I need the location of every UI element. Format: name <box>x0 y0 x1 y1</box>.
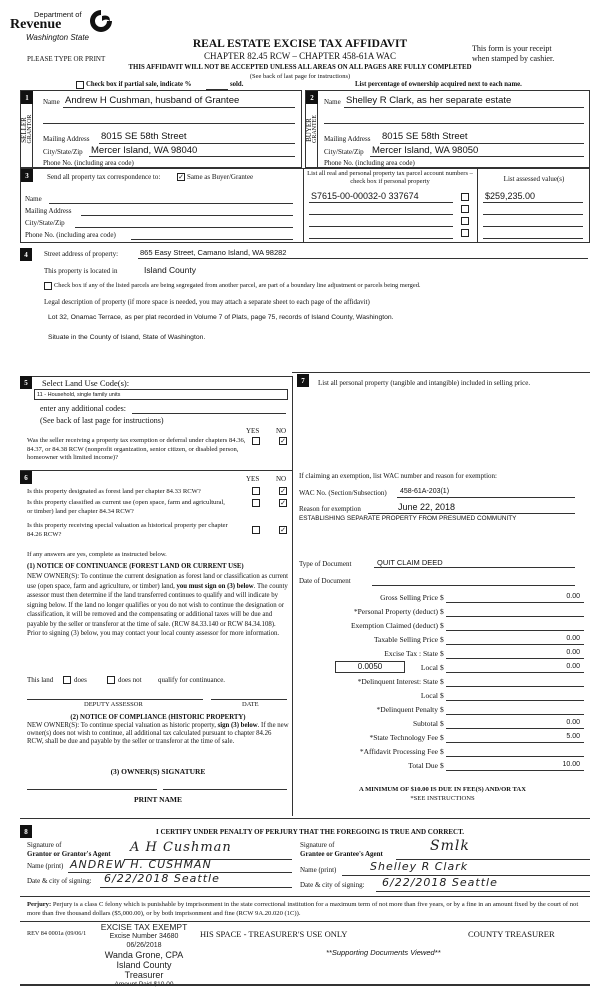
additional-codes-label: enter any additional codes: <box>40 404 126 413</box>
corr-mailing-field[interactable] <box>81 215 293 216</box>
fee-value: 0.00 <box>566 663 580 670</box>
fee-row-exemption-claimed <box>300 621 590 633</box>
sec6-yes-header: YES <box>246 475 260 483</box>
fee-field[interactable] <box>446 714 584 715</box>
section-number-4: 4 <box>20 248 32 261</box>
fee-label: Subtotal <box>412 719 438 728</box>
sec6-q1-no-checkbox[interactable]: ✓ <box>280 487 286 495</box>
notice-2-title: (2) NOTICE OF COMPLIANCE (HISTORIC PROPERTY) <box>70 714 246 721</box>
section-number-7: 7 <box>297 374 309 387</box>
land-does-not-label: does not <box>118 676 142 684</box>
fee-value: 0.00 <box>566 719 580 726</box>
fee-field[interactable] <box>446 700 584 701</box>
notice-1-bold: you must sign on (3) below <box>176 582 254 590</box>
wac-field[interactable]: 458-61A-203(1) <box>400 488 450 495</box>
personal-property-checkbox-3[interactable] <box>461 217 469 225</box>
deputy-assessor-signature-line[interactable] <box>27 699 203 700</box>
doc-type-underline <box>374 567 575 568</box>
partial-sale-sold: sold. <box>230 81 244 88</box>
sec5-no-header: NO <box>276 427 287 435</box>
sec6-question-3: Is this property receiving special valuation as historical property per chapter 84.26 RCW? <box>27 522 228 538</box>
fee-row-delinquent-interest-local <box>300 691 590 703</box>
fee-label: *Affidavit Processing Fee <box>359 747 438 756</box>
seller-phone-label: Phone No. (including area code) <box>43 159 134 167</box>
fee-label: Gross Selling Price <box>380 593 438 602</box>
sec6-if-yes: If any answers are yes, complete as instructed below. <box>27 551 167 558</box>
completion-warning: THIS AFFIDAVIT WILL NOT BE ACCEPTED UNLESS ALL AREAS ON ALL PAGES ARE FULLY COMPLETED <box>128 64 472 71</box>
local-rate-field[interactable]: 0.0050 <box>335 661 405 673</box>
middle-column-divider <box>292 376 293 816</box>
grantee-date-field[interactable]: 6/22/2018 Seattle <box>382 876 498 889</box>
receipt-note-1: This form is your receipt <box>472 44 552 53</box>
buyer-phone-label: Phone No. (including area code) <box>324 159 415 167</box>
fee-row-excise-tax-state <box>300 649 590 661</box>
buyer-name-line-2[interactable] <box>324 123 584 124</box>
dollar-sign: $ <box>440 677 444 686</box>
corr-phone-label: Phone No. (including area code) <box>25 231 116 239</box>
fee-label: Total Due <box>408 761 438 770</box>
dor-logo <box>8 6 128 48</box>
treasurer-stamp <box>96 923 192 988</box>
fee-value: 0.00 <box>566 649 580 656</box>
fee-field[interactable] <box>446 602 584 603</box>
legal-description-line-2[interactable]: Situate in the County of Island, State of Washington. <box>48 334 206 341</box>
personal-property-checkbox-2[interactable] <box>461 205 469 213</box>
section-1-seller <box>20 90 302 168</box>
grantee-date-line <box>376 891 590 892</box>
sec5-no-checkbox[interactable]: ✓ <box>280 437 286 445</box>
stamp-treasurer-title: Island County Treasurer <box>116 960 172 980</box>
wac-label: WAC No. (Section/Subsection) <box>299 489 387 497</box>
grantee-sig-label-1: Signature of <box>300 841 335 849</box>
sec5-yes-header: YES <box>246 427 260 435</box>
perjury-notice <box>27 900 587 918</box>
seller-name-label: Name <box>43 98 60 106</box>
logo-revenue: Revenue <box>10 17 62 32</box>
dollar-sign: $ <box>440 663 444 672</box>
land-does-not-checkbox[interactable] <box>107 676 115 684</box>
section-number-5: 5 <box>20 376 32 389</box>
sec5-question: Was the seller receiving a property tax exemption or deferral under chapters 84.36, 84.37, or 84.38 RCW (nonprofit organization, senior citizen, or disabled person, homeowner with limited income)? <box>27 437 246 461</box>
grantor-side-text: GRANTOR <box>27 114 33 144</box>
notice-1-body <box>27 572 289 639</box>
owner-signature-line-2[interactable] <box>163 789 287 790</box>
sec6-q1-yes-checkbox[interactable] <box>252 487 260 495</box>
section-number-2: 2 <box>306 91 318 104</box>
land-does-checkbox[interactable] <box>63 676 71 684</box>
section-3-correspondence <box>20 168 590 243</box>
assessed-value-1[interactable]: $259,235.00 <box>485 191 536 201</box>
doc-date-label: Date of Document <box>299 577 351 585</box>
stamp-excise-number: Excise Number 34680 <box>109 933 179 940</box>
dollar-sign: $ <box>440 705 444 714</box>
fee-row-gross-selling-price <box>300 593 590 605</box>
notice-1-title: (1) NOTICE OF CONTINUANCE (FOREST LAND OR CURRENT USE) <box>27 563 244 570</box>
seller-name-underline <box>63 107 295 108</box>
perjury-text: Perjury is a class C felony which is punishable by imprisonment in the state correctional institution for a maximum term of not more than five years, or by a fine in an amount fixed by the court of not more than five thousand dollars ($5,000.00), or by both imprisonment and fine (RCW 9A.20.020 (1C)). <box>27 901 579 917</box>
corr-name-field[interactable] <box>49 203 293 204</box>
receipt-note-2: when stamped by cashier. <box>472 54 555 63</box>
fee-field[interactable] <box>446 672 584 673</box>
assessed-field-4[interactable] <box>483 238 583 239</box>
sec6-question-2: Is this property classified as current use (open space, farm and agricultural, or timber) land per chapter 84.34 RCW? <box>27 499 225 515</box>
section-7-top-border <box>292 372 590 373</box>
fee-label: Excise Tax : State <box>384 649 438 658</box>
sec6-q2-yes-checkbox[interactable] <box>252 499 260 507</box>
seller-city-label: City/State/Zip <box>43 148 83 156</box>
stamp-date: 06/26/2018 <box>126 942 162 949</box>
reason-label: Reason for exemption <box>299 505 361 513</box>
stamp-treasurer-name: Wanda Grone, CPA <box>104 950 184 960</box>
section-8-bottom-border <box>20 896 590 897</box>
grantor-signature[interactable]: A H Cushman <box>130 840 232 855</box>
notice-2-pre: NEW OWNER(S): To continue special valuation as historic property, <box>27 722 216 729</box>
print-name-label: PRINT NAME <box>134 795 182 804</box>
see-back-note: (See back of last page for instructions) <box>249 73 351 80</box>
land-use-see-back: (See back of last page for instructions) <box>40 416 164 425</box>
buyer-side-label <box>306 104 318 168</box>
grantee-sig-label-2: Grantee or Grantee's Agent <box>300 850 383 858</box>
exemption-label: If claiming an exemption, list WAC number and reason for exemption: <box>299 472 497 480</box>
grantor-date-label: Date & city of signing: <box>27 877 92 885</box>
grantee-name-label: Name (print) <box>300 866 337 874</box>
reason-text-field[interactable]: ESTABLISHING SEPARATE PROPERTY FROM PRESUMED COMMUNITY <box>299 515 517 522</box>
ownership-note: List percentage of ownership acquired next to each name. <box>355 81 522 88</box>
section-number-6: 6 <box>20 471 32 484</box>
qualify-label: qualify for continuance. <box>158 676 226 684</box>
doc-type-field[interactable]: QUIT CLAIM DEED <box>377 558 443 567</box>
section-5-top-border <box>20 376 292 377</box>
land-does-label: does <box>74 676 87 684</box>
please-type-or-print: PLEASE TYPE OR PRINT <box>27 55 106 63</box>
grantor-name-label: Name (print) <box>27 862 64 870</box>
dollar-sign: $ <box>440 635 444 644</box>
supporting-docs-note: **Supporting Documents Viewed** <box>326 948 441 957</box>
fee-field[interactable] <box>446 630 584 631</box>
dollar-sign: $ <box>440 593 444 602</box>
sec6-q3-no-checkbox[interactable]: ✓ <box>280 526 286 534</box>
buyer-name-underline <box>344 107 584 108</box>
stamp-amount-paid: Amount Paid $10.00 <box>114 981 174 988</box>
fee-row-taxable-selling-price <box>300 635 590 647</box>
dollar-sign: $ <box>440 733 444 742</box>
notice-2-bold: sign (3) below <box>217 722 258 729</box>
fee-field[interactable] <box>446 742 584 743</box>
sec6-q3-yes-checkbox[interactable] <box>252 526 260 534</box>
parcel-underline-1 <box>309 202 453 203</box>
seller-side-text: SELLER <box>20 117 28 143</box>
wac-underline <box>397 497 575 498</box>
fee-row-total-due <box>300 761 590 773</box>
grantee-name-field[interactable]: Shelley R Clark <box>370 860 469 873</box>
sec6-q2-no-checkbox[interactable]: ✓ <box>280 499 286 507</box>
fee-field[interactable] <box>446 658 584 659</box>
fee-label: *Personal Property (deduct) <box>353 607 438 616</box>
section-number-3: 3 <box>21 169 33 182</box>
assessed-column-divider <box>477 169 478 243</box>
doc-type-label: Type of Document <box>299 560 352 568</box>
assessed-field-3[interactable] <box>483 226 583 227</box>
fee-row-affidavit-processing-fee <box>300 747 590 759</box>
grantor-name-field[interactable]: ANDREW H. CUSHMAN <box>70 858 212 871</box>
notice-1-pre: NEW OWNER(S): To continue the current designation as forest land or classification as current use (open space, farm and agriculture, or timber) land, <box>27 573 289 590</box>
corr-city-field[interactable] <box>75 227 293 228</box>
same-as-buyer-checkbox[interactable]: ✓ <box>178 173 184 181</box>
fee-label: Local <box>420 663 438 672</box>
grantor-sig-label-1: Signature of <box>27 841 62 849</box>
dor-swirl-icon <box>88 8 114 34</box>
partial-sale-checkbox[interactable] <box>76 81 84 89</box>
county-treasurer-label: COUNTY TREASURER <box>468 929 555 939</box>
this-land-label: This land <box>27 676 54 684</box>
corr-name-label: Name <box>25 195 42 203</box>
dollar-sign: $ <box>440 691 444 700</box>
legal-description-line-1[interactable]: Lot 32, Onamac Terrace, as per plat recorded in Volume 7 of Plats, page 75, records of Island County, Washington. <box>48 314 394 321</box>
personal-property-checkbox-1[interactable] <box>461 193 469 201</box>
fee-field[interactable] <box>446 616 584 617</box>
parcel-number-1[interactable]: S7615-00-00032-0 337674 <box>311 191 419 201</box>
deputy-assessor-label: DEPUTY ASSESSOR <box>84 701 143 708</box>
fee-label: Local <box>420 691 438 700</box>
section-number-1: 1 <box>21 91 33 104</box>
assessor-date-line[interactable] <box>211 699 287 700</box>
sec5-yes-checkbox[interactable] <box>252 437 260 445</box>
corr-mailing-label: Mailing Address <box>25 207 72 215</box>
fee-value: 5.00 <box>566 733 580 740</box>
sec6-no-header: NO <box>276 475 287 483</box>
stamp-exempt: EXCISE TAX EXEMPT <box>100 922 188 932</box>
seller-name-field[interactable]: Andrew H Cushman, husband of Grantee <box>65 95 240 106</box>
dollar-sign: $ <box>440 761 444 770</box>
segregated-label: Check box if any of the listed parcels are being segregated from another parcel, are part of a boundary line adjustment or parcels being merged. <box>54 282 421 289</box>
fee-field[interactable] <box>446 728 584 729</box>
fee-row-excise-tax-local <box>300 663 590 675</box>
county-field[interactable]: Island County <box>144 265 196 275</box>
reason-date-field[interactable]: June 22, 2018 <box>398 502 456 512</box>
minimum-due-note: A MINIMUM OF $10.00 IS DUE IN FEE(S) AND/OR TAX <box>359 786 526 793</box>
fee-field[interactable] <box>446 756 584 757</box>
parcel-field-4[interactable] <box>309 238 453 239</box>
fee-row-subtotal <box>300 719 590 731</box>
form-number: REV 84 0001a (09/06/1 <box>27 930 87 937</box>
grantor-date-line <box>100 887 292 888</box>
fee-row-delinquent-interest-state <box>300 677 590 689</box>
owner-signature-label: (3) OWNER(S) SIGNATURE <box>110 767 206 776</box>
section-4-property <box>20 248 590 344</box>
buyer-mailing-field[interactable]: 8015 SE 58th Street <box>382 131 468 142</box>
date-label: DATE <box>242 701 259 708</box>
assessed-header: List assessed value(s) <box>503 175 565 183</box>
partial-sale-label: Check box if partial sale, indicate % <box>86 81 192 88</box>
seller-name-line-2[interactable] <box>43 123 295 124</box>
dollar-sign: $ <box>440 649 444 658</box>
assessed-underline-1 <box>483 202 583 203</box>
land-use-title: Select Land Use Code(s): <box>42 378 130 388</box>
corr-city-label: City/State/Zip <box>25 219 65 227</box>
owner-signature-line-1[interactable] <box>27 789 157 790</box>
seller-mailing-label: Mailing Address <box>43 135 90 143</box>
parcel-column-divider <box>303 169 304 243</box>
fee-row-delinquent-penalty <box>300 705 590 717</box>
additional-codes-field[interactable] <box>132 413 286 414</box>
fee-field[interactable] <box>446 686 584 687</box>
dollar-sign: $ <box>440 719 444 728</box>
segregated-checkbox[interactable] <box>44 282 52 290</box>
land-use-select[interactable]: 11 - Household, single family units <box>34 389 288 400</box>
dollar-sign: $ <box>440 621 444 630</box>
seller-city-field[interactable]: Mercer Island, WA 98040 <box>91 145 198 156</box>
section-8-top-border <box>20 818 590 819</box>
notice-2-post: . If the new owner(s) does not wish to continue, all additional tax calculated pursuant to chapter 84.26 RCW, shall be due and payable by the seller or transferor at the time of sale. <box>27 722 289 745</box>
personal-property-label: List all personal property (tangible and intangible) included in selling price. <box>318 379 531 387</box>
fee-row-state-technology-fee <box>300 733 590 745</box>
treasurer-use-label: HIS SPACE - TREASURER'S USE ONLY <box>200 929 348 939</box>
buyer-mailing-underline <box>380 143 584 144</box>
parcel-header: List all real and personal property tax parcel account numbers – check box if personal property <box>307 170 473 185</box>
buyer-name-label: Name <box>324 98 341 106</box>
grantor-sig-label-2: Grantor or Grantor's Agent <box>27 850 111 858</box>
fee-field[interactable] <box>446 770 584 771</box>
section-6-top-border <box>20 470 292 471</box>
buyer-city-underline <box>370 156 584 157</box>
logo-department-of: Department of <box>34 10 82 19</box>
fee-label: *Delinquent Penalty <box>376 705 438 714</box>
seller-mailing-underline <box>99 143 295 144</box>
legal-description-label: Legal description of property (if more space is needed, you may attach a separate sheet to each page of the affidavit) <box>44 298 370 306</box>
same-as-buyer-label: Same as Buyer/Grantee <box>187 173 254 181</box>
parcel-field-2[interactable] <box>309 214 453 215</box>
fee-row-personal-property <box>300 607 590 619</box>
corr-phone-field[interactable] <box>131 239 293 240</box>
buyer-city-label: City/State/Zip <box>324 148 364 156</box>
grantee-date-label: Date & city of signing: <box>300 881 365 889</box>
street-address-field[interactable]: 865 Easy Street, Camano Island, WA 98282 <box>140 248 287 257</box>
logo-washington-state: Washington State <box>26 33 90 42</box>
notice-1-post: . The county assessor must then determine if the land transferred continues to qualify and will indicate by signing below. If the land no longer qualifies or you do not wish to continue the designation or classification, it will be removed and the compensating or additional taxes will be due and payable by the seller or transferor at the time of sale. (RCW 84.33.140 or RCW 84.34.108). Prior to signing (3) below, you may contact your local county assessor for more information. <box>27 582 288 637</box>
grantor-date-field[interactable]: 6/22/2018 Seattle <box>104 872 220 885</box>
notice-2-body <box>27 722 289 746</box>
fee-value: 0.00 <box>566 635 580 642</box>
footer-bottom-border <box>20 984 590 986</box>
grantee-signature[interactable]: Smlk <box>430 838 470 854</box>
perjury-label: Perjury: <box>27 901 52 908</box>
buyer-name-field[interactable]: Shelley R Clark, as her separate estate <box>346 95 512 106</box>
reason-underline <box>368 513 575 514</box>
seller-mailing-field[interactable]: 8015 SE 58th Street <box>101 131 187 142</box>
street-address-label: Street address of property: <box>44 250 119 258</box>
located-in-label: This property is located in <box>44 267 118 275</box>
buyer-side-text: BUYER <box>305 118 313 142</box>
fee-field[interactable] <box>446 644 584 645</box>
section-2-buyer <box>305 90 590 168</box>
dollar-sign: $ <box>440 747 444 756</box>
fee-label: *State Technology Fee <box>369 733 438 742</box>
send-correspondence-label: Send all property tax correspondence to: <box>47 173 161 181</box>
certify-statement: I CERTIFY UNDER PENALTY OF PERJURY THAT THE FOREGOING IS TRUE AND CORRECT. <box>155 828 464 836</box>
personal-property-checkbox-4[interactable] <box>461 229 469 237</box>
fee-value: 10.00 <box>562 761 580 768</box>
seller-city-underline <box>89 156 295 157</box>
fee-label: Exemption Claimed (deduct) <box>350 621 438 630</box>
see-instructions-note: *SEE INSTRUCTIONS <box>410 795 475 802</box>
parcel-field-3[interactable] <box>309 226 453 227</box>
assessed-field-2[interactable] <box>483 214 583 215</box>
seller-side-label <box>21 104 33 168</box>
buyer-city-field[interactable]: Mercer Island, WA 98050 <box>372 145 479 156</box>
grantee-side-text: GRANTEE <box>312 115 318 143</box>
section-number-8: 8 <box>20 825 32 838</box>
form-title: REAL ESTATE EXCISE TAX AFFIDAVIT <box>192 38 408 50</box>
form-subtitle: CHAPTER 82.45 RCW – CHAPTER 458-61A WAC <box>204 51 396 61</box>
sec6-question-1: Is this property designated as forest land per chapter 84.33 RCW? <box>27 488 201 495</box>
dollar-sign: $ <box>440 607 444 616</box>
doc-date-field[interactable] <box>372 585 575 586</box>
buyer-mailing-label: Mailing Address <box>324 135 371 143</box>
fee-label: *Delinquent Interest: State <box>357 677 438 686</box>
fee-label: Taxable Selling Price <box>373 635 438 644</box>
street-address-underline <box>138 258 588 259</box>
fee-value: 0.00 <box>566 593 580 600</box>
